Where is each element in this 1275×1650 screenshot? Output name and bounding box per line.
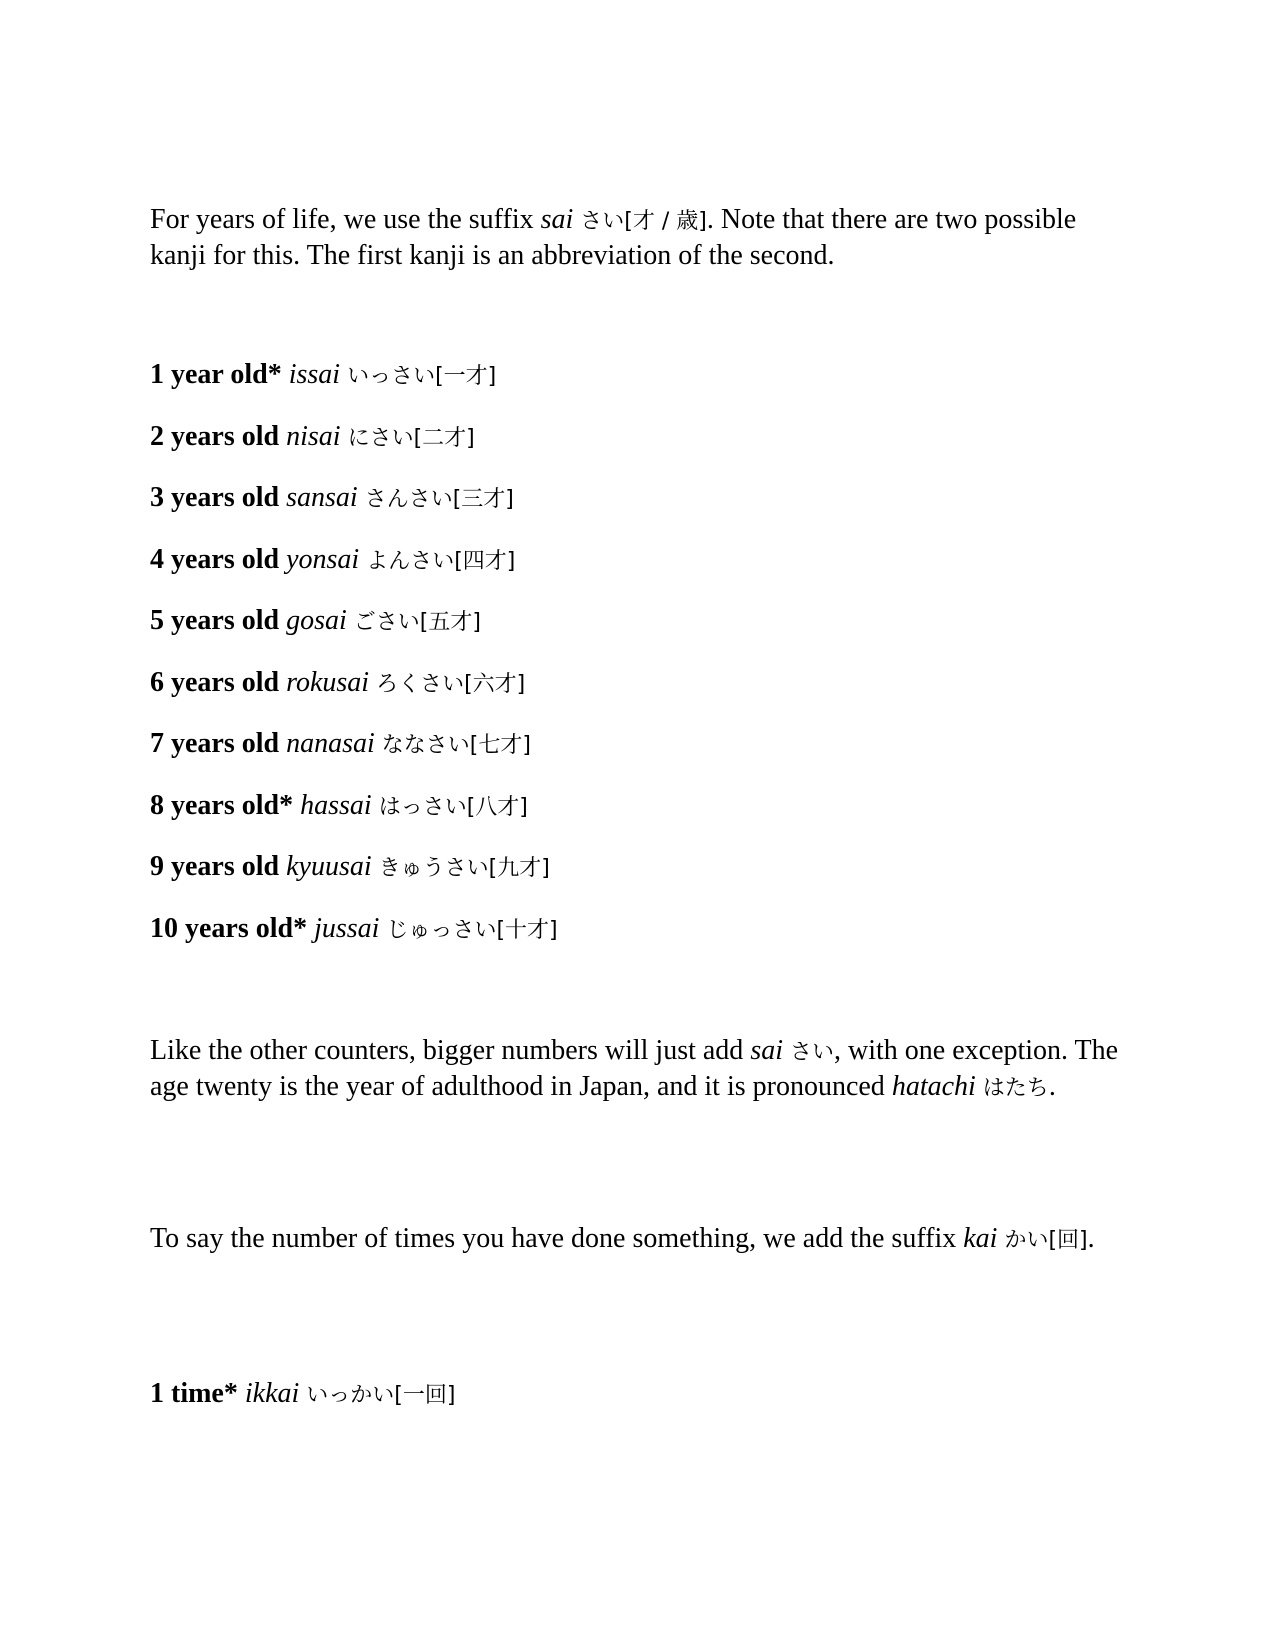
age-romaji: hassai xyxy=(300,790,372,821)
age-romaji: nanasai xyxy=(286,728,375,759)
age-label: 4 years old xyxy=(150,544,280,575)
age-kana: はっさい[八才] xyxy=(378,795,528,820)
counters-romaji-hatachi: hatachi xyxy=(891,1071,976,1102)
times-text-after: . xyxy=(1087,1223,1095,1254)
age-row-9 xyxy=(150,850,550,886)
age-romaji: jussai xyxy=(314,913,380,944)
intro-romaji: sai xyxy=(540,204,574,235)
age-kana: いっさい[一才] xyxy=(347,364,497,389)
age-kana: じゅっさい[十才] xyxy=(386,918,558,943)
age-kana: さんさい[三才] xyxy=(364,487,514,512)
age-row-4 xyxy=(150,543,515,579)
age-label: 9 years old xyxy=(150,851,280,882)
age-label: 8 years old* xyxy=(150,790,294,821)
counters-kana-hatachi: はたち xyxy=(975,1076,1049,1101)
age-label: 1 year old* xyxy=(150,359,282,390)
age-kana: ごさい[五才] xyxy=(353,610,481,635)
times-kana: かい[回] xyxy=(997,1228,1088,1253)
age-label: 3 years old xyxy=(150,482,280,513)
age-row-2 xyxy=(150,420,475,456)
age-kana: きゅうさい[九才] xyxy=(378,856,550,881)
counters-text-after: . xyxy=(1048,1071,1056,1102)
times-text-before: To say the number of times you have done something, we add the suffix xyxy=(150,1223,964,1254)
age-row-7 xyxy=(150,727,531,763)
age-romaji: issai xyxy=(288,359,341,390)
counters-text-middle: , with one exception. The age twenty is the year of adulthood in Japan, and it is pronounced xyxy=(150,1035,1119,1102)
age-kana: ろくさい[六才] xyxy=(376,672,526,697)
age-kana: ななさい[七才] xyxy=(381,733,531,758)
age-romaji: gosai xyxy=(286,605,347,636)
age-romaji: yonsai xyxy=(286,544,360,575)
age-romaji: rokusai xyxy=(286,667,370,698)
age-kana: よんさい[四才] xyxy=(366,549,516,574)
age-label: 2 years old xyxy=(150,421,280,452)
age-kana: にさい[二才] xyxy=(347,426,475,451)
counters-paragraph xyxy=(150,1034,1130,1106)
age-label: 10 years old* xyxy=(150,913,308,944)
intro-text-before: For years of life, we use the suffix xyxy=(150,204,541,235)
age-romaji: kyuusai xyxy=(286,851,372,882)
age-label: 7 years old xyxy=(150,728,280,759)
counters-romaji: sai xyxy=(750,1035,783,1066)
age-label: 6 years old xyxy=(150,667,280,698)
times-row-romaji: ikkai xyxy=(244,1378,300,1409)
counters-text-before: Like the other counters, bigger numbers will just add xyxy=(150,1035,751,1066)
times-paragraph xyxy=(150,1222,1110,1258)
times-row-kana: いっかい[一回] xyxy=(306,1383,456,1408)
intro-kana: さい[才 / 歳] xyxy=(573,209,707,234)
intro-paragraph xyxy=(150,203,1130,273)
age-row-8 xyxy=(150,789,528,825)
age-row-5 xyxy=(150,604,481,640)
counters-kana: さい xyxy=(783,1040,834,1065)
age-row-3 xyxy=(150,481,514,517)
age-romaji: nisai xyxy=(286,421,341,452)
age-label: 5 years old xyxy=(150,605,280,636)
intro-text-after: . Note that there are two possible kanji for this. The first kanji is an abbreviation of the second. xyxy=(150,204,1077,271)
times-row-1 xyxy=(150,1377,455,1413)
age-row-10 xyxy=(150,912,558,948)
times-romaji: kai xyxy=(963,1223,998,1254)
age-row-1 xyxy=(150,358,496,394)
age-romaji: sansai xyxy=(286,482,358,513)
times-label: 1 time* xyxy=(150,1378,238,1409)
age-row-6 xyxy=(150,666,525,702)
